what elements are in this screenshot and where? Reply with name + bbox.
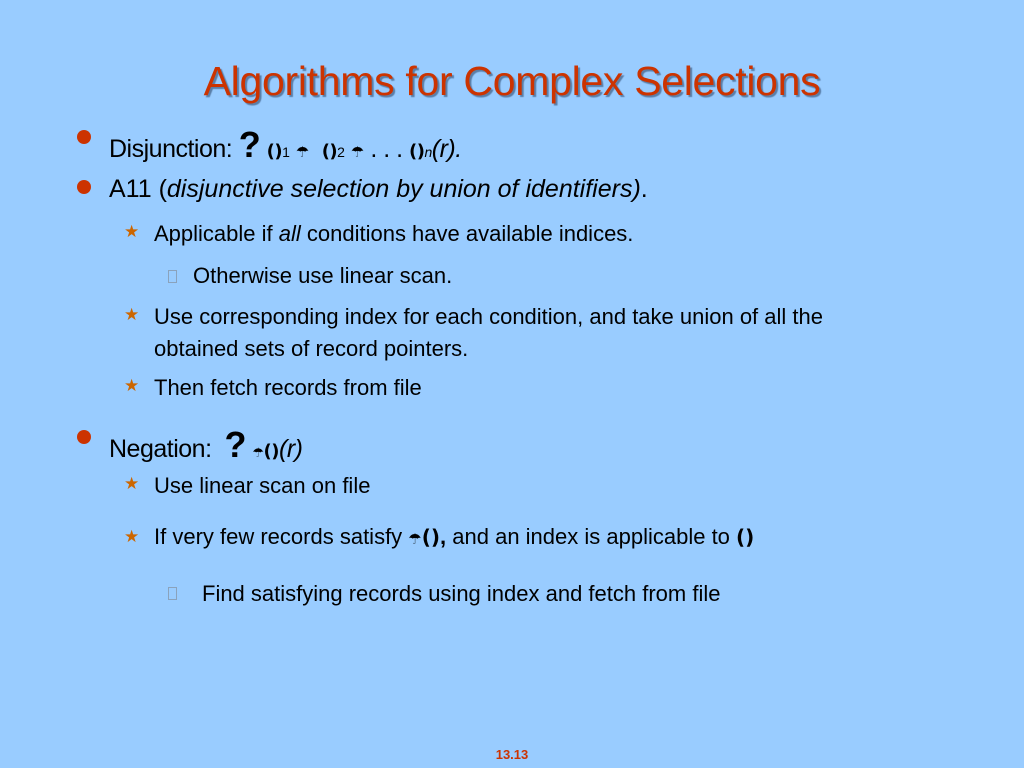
negation-arg: (r)	[279, 435, 303, 463]
sigma-glyph: ?	[238, 124, 261, 165]
bullet-dot	[77, 430, 91, 444]
bullet-dot	[77, 180, 91, 194]
sigma-glyph: ?	[224, 424, 246, 465]
vee-icon: ☂	[350, 143, 364, 161]
disjunction-label: Disjunction:	[109, 135, 233, 163]
ellipsis: . . .	[370, 135, 403, 163]
applicable-line	[154, 221, 633, 247]
subscript-1: 1	[282, 144, 290, 160]
not-icon: ☂	[408, 530, 422, 548]
square-bullet-icon	[168, 270, 177, 283]
comma: ,	[440, 524, 447, 549]
theta-icon: ()	[421, 525, 441, 549]
theta-icon: ()	[321, 141, 338, 162]
square-bullet-icon	[168, 587, 177, 600]
star-bullet-icon: ★	[124, 222, 140, 241]
negation-label: Negation:	[109, 435, 212, 463]
use-index-line-2: obtained sets of record pointers.	[154, 336, 469, 361]
very-few-pre: If very few records satisfy	[154, 524, 409, 549]
a11-label: A11 (	[109, 175, 167, 203]
subscript-2: 2	[337, 144, 345, 160]
otherwise-line: Otherwise use linear scan.	[193, 263, 453, 288]
star-bullet-icon: ★	[124, 527, 140, 546]
theta-icon: ()	[266, 141, 283, 162]
negation-line	[109, 424, 302, 466]
find-line: Find satisfying records using index and fetch from file	[202, 581, 721, 606]
very-few-post: and an index is applicable to	[446, 524, 737, 549]
applicable-all: all	[278, 221, 301, 246]
vee-icon: ☂	[295, 143, 309, 161]
a11-description: disjunctive selection by union of identifiers)	[166, 175, 641, 203]
star-bullet-icon: ★	[124, 474, 140, 493]
not-icon: ☂	[252, 446, 264, 461]
linear-scan-line: Use linear scan on file	[154, 473, 371, 498]
a11-line	[109, 175, 648, 204]
theta-icon: ()	[736, 525, 755, 549]
bullet-dot	[77, 130, 91, 144]
applicable-pre: Applicable if	[154, 221, 279, 246]
applicable-post: conditions have available indices.	[300, 221, 634, 246]
theta-icon: ()	[409, 141, 425, 162]
disjunction-arg: (r).	[431, 135, 462, 163]
use-index-line-1: Use corresponding index for each condition, and take union of all the	[154, 304, 823, 329]
subscript-n: n	[424, 144, 432, 160]
star-bullet-icon: ★	[124, 376, 140, 395]
star-bullet-icon: ★	[124, 305, 140, 324]
slide-title: Algorithms for Complex Selections	[203, 58, 821, 104]
very-few-line	[154, 524, 754, 550]
disjunction-line	[109, 124, 462, 166]
page-number: 13.13	[495, 747, 529, 762]
then-fetch-line: Then fetch records from file	[154, 375, 422, 400]
theta-icon: ()	[263, 441, 279, 462]
a11-end: .	[640, 175, 648, 203]
